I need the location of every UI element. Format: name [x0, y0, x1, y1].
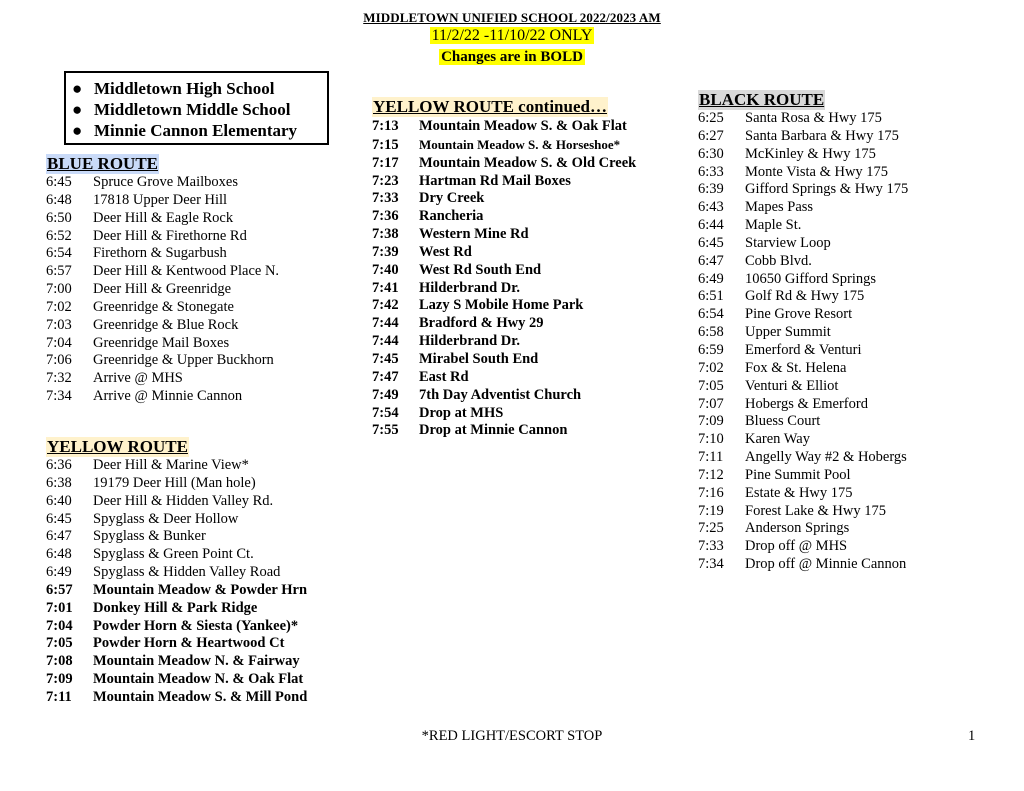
stop-row: [698, 485, 908, 503]
stop-row: [698, 467, 908, 485]
stop-location: Emerford & Venturi: [745, 341, 862, 358]
stop-time: 7:11: [698, 449, 724, 466]
changes-note-text: Changes are in BOLD: [441, 49, 583, 65]
stop-location: Deer Hill & Firethorne Rd: [93, 227, 247, 244]
stop-time: 7:40: [372, 261, 399, 278]
stop-time: 7:03: [46, 316, 72, 333]
stop-row: [372, 190, 636, 208]
stop-location: East Rd: [419, 368, 469, 385]
stop-row: [46, 174, 279, 192]
stop-time: 6:58: [698, 324, 724, 341]
stop-location: Maple St.: [745, 217, 802, 234]
stop-location: Deer Hill & Greenridge: [93, 281, 232, 298]
stop-row: [46, 564, 307, 582]
stop-location: Greenridge & Blue Rock: [93, 316, 239, 333]
stop-row: [46, 511, 307, 529]
stop-row: [372, 315, 636, 333]
stop-time: 6:45: [46, 174, 72, 190]
stop-location: Spyglass & Deer Hollow: [93, 510, 239, 527]
stop-time: 6:57: [46, 263, 72, 280]
stop-row: [46, 228, 279, 246]
stop-row: [46, 210, 279, 228]
stop-time: 7:47: [372, 368, 399, 385]
stop-location: Starview Loop: [745, 234, 831, 251]
stop-location: Spyglass & Hidden Valley Road: [93, 564, 281, 581]
stop-location: Estate & Hwy 175: [745, 484, 853, 501]
school-item: [72, 120, 327, 141]
stop-time: 7:05: [46, 635, 73, 652]
stop-row: [46, 370, 279, 388]
stop-time: 6:47: [46, 528, 72, 545]
stop-location: Mountain Meadow S. & Horseshoe*: [419, 136, 621, 152]
stop-location: Lazy S Mobile Home Park: [419, 297, 584, 314]
stop-location: Cobb Blvd.: [745, 252, 812, 269]
stop-location: Deer Hill & Marine View*: [93, 457, 249, 473]
stop-location: Donkey Hill & Park Ridge: [93, 599, 258, 616]
stop-time: 7:06: [46, 352, 72, 369]
stop-time: 7:17: [372, 154, 399, 171]
stop-location: Karen Way: [745, 431, 810, 448]
stop-time: 7:33: [698, 538, 724, 555]
stop-time: 7:13: [372, 118, 399, 134]
stop-location: Bluess Court: [745, 413, 821, 430]
stop-time: 6:45: [698, 234, 724, 251]
stop-time: 7:09: [698, 413, 724, 430]
schools-list: [72, 78, 327, 141]
stop-location: Firethorn & Sugarbush: [93, 245, 227, 262]
school-name: Minnie Cannon Elementary: [94, 121, 298, 140]
stop-row: [46, 281, 279, 299]
stop-location: Mountain Meadow N. & Fairway: [93, 653, 300, 670]
stop-location: Mountain Meadow S. & Old Creek: [419, 154, 637, 171]
stop-time: 6:43: [698, 199, 724, 216]
stop-location: Rancheria: [419, 208, 484, 225]
stop-time: 7:12: [698, 466, 724, 483]
stop-time: 6:54: [698, 306, 724, 323]
stop-row: [698, 324, 908, 342]
stop-row: [46, 245, 279, 263]
stop-row: [46, 689, 307, 707]
stop-row: [46, 299, 279, 317]
stop-row: [698, 235, 908, 253]
stop-location: Golf Rd & Hwy 175: [745, 288, 865, 305]
stop-time: 7:08: [46, 653, 73, 670]
stop-row: [46, 335, 279, 353]
schools-box: [64, 71, 329, 145]
stop-row: [698, 164, 908, 182]
stop-row: [372, 387, 636, 405]
stop-location: Deer Hill & Eagle Rock: [93, 209, 234, 226]
stop-time: 7:09: [46, 671, 73, 688]
stop-time: 7:16: [698, 484, 724, 501]
stop-time: 6:49: [46, 564, 72, 581]
stop-location: Drop at MHS: [419, 404, 504, 421]
stop-row: [698, 360, 908, 378]
stop-time: 7:04: [46, 617, 73, 634]
stop-time: 6:27: [698, 127, 724, 144]
stop-location: Pine Grove Resort: [745, 306, 853, 323]
stop-time: 6:50: [46, 209, 72, 226]
stop-time: 6:51: [698, 288, 724, 305]
stop-time: 7:00: [46, 281, 72, 298]
stop-row: [698, 110, 908, 128]
school-name: Middletown Middle School: [94, 100, 291, 119]
stop-time: 7:04: [46, 334, 72, 351]
stop-location: Santa Barbara & Hwy 175: [745, 127, 899, 144]
date-range: [0, 27, 1024, 45]
stop-location: Fox & St. Helena: [745, 359, 847, 376]
stop-time: 6:48: [46, 546, 72, 563]
stop-row: [698, 378, 908, 396]
stop-time: 7:44: [372, 315, 399, 332]
stop-row: [46, 317, 279, 335]
stop-row: [372, 422, 636, 440]
stop-row: [698, 217, 908, 235]
stop-time: 6:45: [46, 510, 72, 527]
stop-time: 6:40: [46, 492, 72, 509]
stop-row: [46, 192, 279, 210]
stop-row: [698, 181, 908, 199]
stop-time: 6:54: [46, 245, 72, 262]
stop-time: 7:36: [372, 208, 399, 225]
stop-time: 7:34: [698, 556, 724, 573]
blue-route-stops: [46, 174, 279, 406]
stop-time: 7:19: [698, 502, 724, 519]
stop-row: [698, 306, 908, 324]
stop-row: [698, 556, 908, 574]
stop-location: 7th Day Adventist Church: [419, 386, 582, 403]
stop-time: 6:44: [698, 217, 724, 234]
stop-location: 19179 Deer Hill (Man hole): [93, 474, 256, 491]
stop-location: Drop off @ MHS: [745, 538, 848, 555]
stop-time: 7:32: [46, 370, 72, 387]
bullet-icon: ●: [72, 79, 83, 98]
stop-row: [698, 431, 908, 449]
stop-row: [372, 405, 636, 423]
stop-time: 7:10: [698, 431, 724, 448]
stop-time: 6:48: [46, 191, 72, 208]
stop-row: [372, 280, 636, 298]
date-range-text: 11/2/22 -11/10/22 ONLY: [431, 27, 593, 44]
footer-note: *RED LIGHT/ESCORT STOP: [421, 728, 603, 744]
stop-row: [46, 457, 307, 475]
stop-row: [46, 671, 307, 689]
stop-row: [46, 352, 279, 370]
stop-location: Spruce Grove Mailboxes: [93, 174, 238, 190]
yellow-route-continued-stops: [372, 118, 636, 440]
stop-location: Gifford Springs & Hwy 175: [745, 181, 909, 198]
stop-location: Drop off @ Minnie Cannon: [745, 556, 907, 573]
school-item: [72, 78, 327, 99]
stop-location: Powder Horn & Siesta (Yankee)*: [93, 617, 299, 634]
stop-location: West Rd: [419, 243, 472, 260]
stop-row: [372, 136, 636, 155]
stop-location: Mountain Meadow N. & Oak Flat: [93, 671, 304, 688]
stop-time: 7:02: [46, 298, 72, 315]
stop-row: [698, 449, 908, 467]
bullet-icon: ●: [72, 121, 83, 140]
stop-row: [698, 288, 908, 306]
stop-row: [372, 173, 636, 191]
stop-row: [46, 475, 307, 493]
stop-row: [372, 118, 636, 136]
stop-time: 7:07: [698, 395, 724, 412]
stop-row: [698, 396, 908, 414]
stop-row: [372, 369, 636, 387]
stop-time: 7:01: [46, 599, 73, 616]
stop-row: [698, 342, 908, 360]
stop-location: 10650 Gifford Springs: [745, 270, 877, 287]
stop-row: [372, 297, 636, 315]
stop-row: [698, 538, 908, 556]
stop-row: [698, 413, 908, 431]
document-title: MIDDLETOWN UNIFIED SCHOOL 2022/2023 AM: [363, 10, 661, 25]
stop-time: 7:41: [372, 279, 399, 296]
stop-location: Pine Summit Pool: [745, 466, 851, 483]
stop-row: [46, 653, 307, 671]
stop-time: 7:45: [372, 350, 399, 367]
stop-row: [698, 146, 908, 164]
stop-location: Hartman Rd Mail Boxes: [419, 172, 571, 189]
stop-location: Venturi & Elliot: [745, 377, 839, 394]
stop-time: 6:57: [46, 581, 73, 598]
stop-time: 7:55: [372, 422, 399, 439]
stop-time: 7:38: [372, 226, 399, 243]
stop-time: 7:02: [698, 359, 724, 376]
stop-row: [46, 618, 307, 636]
stop-time: 7:49: [372, 386, 399, 403]
stop-time: 6:38: [46, 474, 72, 491]
stop-row: [46, 528, 307, 546]
stop-location: 17818 Upper Deer Hill: [93, 191, 228, 208]
stop-row: [698, 199, 908, 217]
stop-location: Anderson Springs: [745, 520, 850, 537]
stop-location: West Rd South End: [419, 261, 542, 278]
stop-time: 7:34: [46, 388, 72, 405]
stop-row: [372, 262, 636, 280]
stop-location: Greenridge Mail Boxes: [93, 334, 230, 351]
stop-location: Mountain Meadow S. & Mill Pond: [93, 688, 308, 705]
stop-location: Drop at Minnie Cannon: [419, 422, 568, 439]
stop-time: 7:11: [46, 688, 72, 705]
black-route-stops: [698, 110, 908, 574]
stop-location: Western Mine Rd: [419, 226, 529, 243]
stop-time: 6:39: [698, 181, 724, 198]
stop-time: 6:25: [698, 110, 724, 126]
stop-row: [698, 271, 908, 289]
yellow-route-title: YELLOW ROUTE: [47, 437, 188, 456]
stop-row: [698, 520, 908, 538]
blue-route-title: BLUE ROUTE: [47, 154, 158, 173]
stop-time: 7:15: [372, 136, 399, 153]
stop-time: 7:23: [372, 172, 399, 189]
stop-time: 7:44: [372, 333, 399, 350]
stop-row: [372, 226, 636, 244]
stop-location: Hilderbrand Dr.: [419, 333, 520, 350]
stop-location: Deer Hill & Hidden Valley Rd.: [93, 492, 274, 509]
stop-location: Deer Hill & Kentwood Place N.: [93, 263, 280, 280]
stop-row: [372, 208, 636, 226]
stop-time: 6:30: [698, 145, 724, 162]
stop-location: Forest Lake & Hwy 175: [745, 502, 886, 519]
stop-row: [46, 546, 307, 564]
bullet-icon: ●: [72, 100, 83, 119]
stop-location: Mapes Pass: [745, 199, 814, 216]
stop-row: [372, 155, 636, 173]
stop-location: Mountain Meadow S. & Oak Flat: [419, 118, 627, 134]
stop-location: Bradford & Hwy 29: [419, 315, 544, 332]
stop-location: Spyglass & Green Point Ct.: [93, 546, 254, 563]
stop-location: McKinley & Hwy 175: [745, 145, 876, 162]
stop-location: Arrive @ Minnie Cannon: [93, 388, 243, 405]
stop-row: [46, 600, 307, 618]
yellow-route-continued-title: YELLOW ROUTE continued…: [373, 97, 607, 116]
stop-time: 6:52: [46, 227, 72, 244]
stop-location: Arrive @ MHS: [93, 370, 183, 387]
stop-time: 7:33: [372, 190, 399, 207]
stop-time: 7:05: [698, 377, 724, 394]
stop-location: Upper Summit: [745, 324, 831, 341]
stop-location: Santa Rosa & Hwy 175: [745, 110, 882, 126]
stop-row: [46, 263, 279, 281]
stop-location: Monte Vista & Hwy 175: [745, 163, 889, 180]
stop-location: Spyglass & Bunker: [93, 528, 206, 545]
stop-row: [46, 635, 307, 653]
stop-row: [372, 333, 636, 351]
black-route-title: BLACK ROUTE: [699, 90, 825, 109]
stop-row: [372, 244, 636, 262]
stop-row: [372, 351, 636, 369]
stop-location: Greenridge & Stonegate: [93, 298, 234, 315]
stop-time: 6:59: [698, 341, 724, 358]
changes-note: [0, 49, 1024, 66]
school-item: [72, 99, 327, 120]
stop-row: [46, 582, 307, 600]
yellow-route-stops: [46, 457, 307, 707]
stop-time: 6:49: [698, 270, 724, 287]
school-name: Middletown High School: [94, 79, 275, 98]
stop-time: 7:39: [372, 243, 399, 260]
stop-location: Dry Creek: [419, 190, 485, 207]
stop-time: 6:33: [698, 163, 724, 180]
stop-location: Greenridge & Upper Buckhorn: [93, 352, 274, 369]
stop-row: [698, 503, 908, 521]
stop-row: [698, 253, 908, 271]
stop-row: [46, 493, 307, 511]
stop-location: Powder Horn & Heartwood Ct: [93, 635, 285, 652]
stop-location: Angelly Way #2 & Hobergs: [745, 449, 907, 466]
stop-time: 7:25: [698, 520, 724, 537]
stop-location: Mirabel South End: [419, 350, 539, 367]
stop-row: [46, 388, 279, 406]
stop-location: Hobergs & Emerford: [745, 395, 868, 412]
page-number: 1: [968, 728, 976, 744]
stop-time: 6:36: [46, 457, 72, 473]
stop-time: 7:54: [372, 404, 399, 421]
stop-time: 6:47: [698, 252, 724, 269]
stop-location: Mountain Meadow & Powder Hrn: [93, 581, 308, 598]
stop-row: [698, 128, 908, 146]
stop-time: 7:42: [372, 297, 399, 314]
stop-location: Hilderbrand Dr.: [419, 279, 520, 296]
